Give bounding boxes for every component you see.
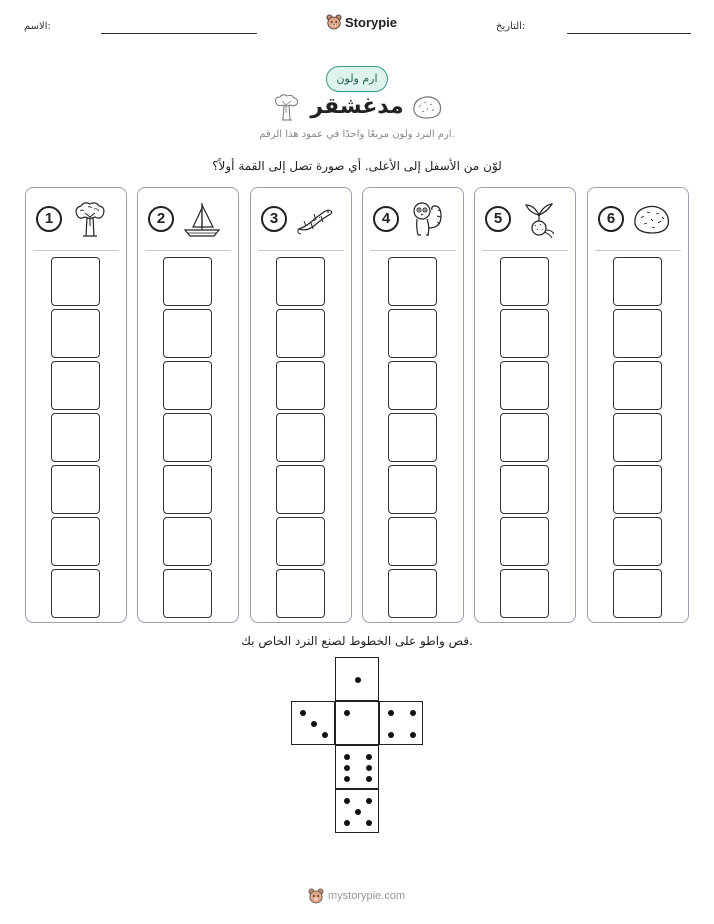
color-square[interactable] bbox=[388, 361, 437, 410]
color-square[interactable] bbox=[51, 465, 100, 514]
baobab-tree-icon bbox=[70, 200, 110, 240]
color-square[interactable] bbox=[51, 517, 100, 566]
color-square[interactable] bbox=[388, 309, 437, 358]
color-square[interactable] bbox=[51, 257, 100, 306]
rock-icon bbox=[410, 93, 444, 121]
dice-face-six bbox=[335, 745, 379, 789]
date-line bbox=[567, 33, 691, 34]
dice-face-one bbox=[335, 701, 379, 745]
dice-pip bbox=[344, 710, 350, 716]
dice-pip bbox=[410, 732, 416, 738]
dice-pip bbox=[322, 732, 328, 738]
dice-pip bbox=[344, 765, 350, 771]
column-divider bbox=[370, 250, 456, 251]
bear-mascot-icon bbox=[326, 14, 342, 31]
color-square[interactable] bbox=[276, 361, 325, 410]
name-label: الاسم: bbox=[24, 21, 51, 32]
column-5 bbox=[474, 187, 576, 623]
color-square[interactable] bbox=[276, 517, 325, 566]
dice-pip bbox=[300, 710, 306, 716]
color-square[interactable] bbox=[51, 361, 100, 410]
dice-pip bbox=[344, 798, 350, 804]
name-line bbox=[101, 33, 257, 34]
dice-pip bbox=[355, 677, 361, 683]
color-square[interactable] bbox=[613, 517, 662, 566]
color-square[interactable] bbox=[276, 413, 325, 462]
lemur-icon bbox=[407, 200, 447, 240]
color-square[interactable] bbox=[51, 569, 100, 618]
color-square[interactable] bbox=[500, 413, 549, 462]
dice-face-five bbox=[335, 789, 379, 833]
color-square[interactable] bbox=[500, 257, 549, 306]
color-square[interactable] bbox=[51, 309, 100, 358]
column-1 bbox=[25, 187, 127, 623]
color-square[interactable] bbox=[388, 465, 437, 514]
instruction-text: لوّن من الأسفل إلى الأعلى. أي صورة تصل إلى القمة أولاً؟ bbox=[212, 159, 502, 173]
dice-pip bbox=[410, 710, 416, 716]
brand-name: Storypie bbox=[345, 14, 398, 30]
dice-pip bbox=[355, 809, 361, 815]
column-number: 1 bbox=[36, 206, 62, 232]
dice-pip bbox=[388, 732, 394, 738]
color-square[interactable] bbox=[276, 569, 325, 618]
column-header bbox=[251, 188, 351, 250]
dice-pip bbox=[366, 776, 372, 782]
color-square[interactable] bbox=[163, 257, 212, 306]
color-square[interactable] bbox=[613, 465, 662, 514]
color-square[interactable] bbox=[276, 257, 325, 306]
column-divider bbox=[482, 250, 568, 251]
gecko-icon bbox=[295, 200, 335, 240]
color-square[interactable] bbox=[613, 569, 662, 618]
column-number: 5 bbox=[485, 206, 511, 232]
rock-icon bbox=[632, 200, 672, 240]
color-square[interactable] bbox=[613, 257, 662, 306]
dice-pip bbox=[344, 820, 350, 826]
color-square[interactable] bbox=[388, 413, 437, 462]
color-square[interactable] bbox=[163, 309, 212, 358]
footer bbox=[308, 886, 405, 906]
column-header bbox=[26, 188, 126, 250]
dice-pip bbox=[388, 710, 394, 716]
date-label: التاريخ: bbox=[496, 21, 526, 32]
color-square[interactable] bbox=[500, 309, 549, 358]
column-6 bbox=[587, 187, 689, 623]
column-number: 3 bbox=[261, 206, 287, 232]
column-divider bbox=[33, 250, 119, 251]
dice-pip bbox=[366, 798, 372, 804]
cut-instruction: قص واطو على الخطوط لصنع النرد الخاص بك. bbox=[241, 634, 473, 648]
baobab-tree-icon bbox=[270, 93, 302, 123]
column-divider bbox=[145, 250, 231, 251]
column-4 bbox=[362, 187, 464, 623]
column-3 bbox=[250, 187, 352, 623]
page-title: مدغشقر bbox=[310, 94, 404, 119]
color-square[interactable] bbox=[500, 569, 549, 618]
dice-pip bbox=[344, 776, 350, 782]
lychee-icon bbox=[519, 200, 559, 240]
color-square[interactable] bbox=[500, 361, 549, 410]
subtitle: ارم النرد ولون مربعًا واحدًا في عمود هذا الرقم. bbox=[259, 129, 455, 140]
sailboat-icon bbox=[182, 200, 222, 240]
column-number: 2 bbox=[148, 206, 174, 232]
color-square[interactable] bbox=[51, 413, 100, 462]
column-header bbox=[138, 188, 238, 250]
activity-badge: ارم ولون bbox=[326, 66, 388, 92]
dice-pip bbox=[366, 820, 372, 826]
dice-pip bbox=[366, 754, 372, 760]
column-header bbox=[588, 188, 688, 250]
column-divider bbox=[595, 250, 681, 251]
color-square[interactable] bbox=[163, 413, 212, 462]
bear-mascot-icon bbox=[308, 888, 324, 905]
footer-url: mystorypie.com bbox=[328, 890, 406, 902]
color-square[interactable] bbox=[276, 309, 325, 358]
dice-pip bbox=[344, 754, 350, 760]
color-square[interactable] bbox=[500, 465, 549, 514]
dice-face-one bbox=[335, 657, 379, 701]
color-square[interactable] bbox=[163, 361, 212, 410]
color-square[interactable] bbox=[276, 465, 325, 514]
color-square[interactable] bbox=[163, 465, 212, 514]
color-square[interactable] bbox=[388, 257, 437, 306]
dice-face-three bbox=[291, 701, 335, 745]
dice-pip bbox=[311, 721, 317, 727]
column-header bbox=[363, 188, 463, 250]
color-square[interactable] bbox=[613, 361, 662, 410]
column-2 bbox=[137, 187, 239, 623]
column-number: 4 bbox=[373, 206, 399, 232]
color-square[interactable] bbox=[163, 569, 212, 618]
dice-face-two bbox=[379, 701, 423, 745]
column-divider bbox=[258, 250, 344, 251]
dice-pip bbox=[366, 765, 372, 771]
color-square[interactable] bbox=[388, 517, 437, 566]
brand-logo bbox=[326, 12, 397, 32]
color-square[interactable] bbox=[163, 517, 212, 566]
color-square[interactable] bbox=[500, 517, 549, 566]
color-square[interactable] bbox=[388, 569, 437, 618]
color-square[interactable] bbox=[613, 309, 662, 358]
column-header bbox=[475, 188, 575, 250]
color-square[interactable] bbox=[613, 413, 662, 462]
column-number: 6 bbox=[598, 206, 624, 232]
